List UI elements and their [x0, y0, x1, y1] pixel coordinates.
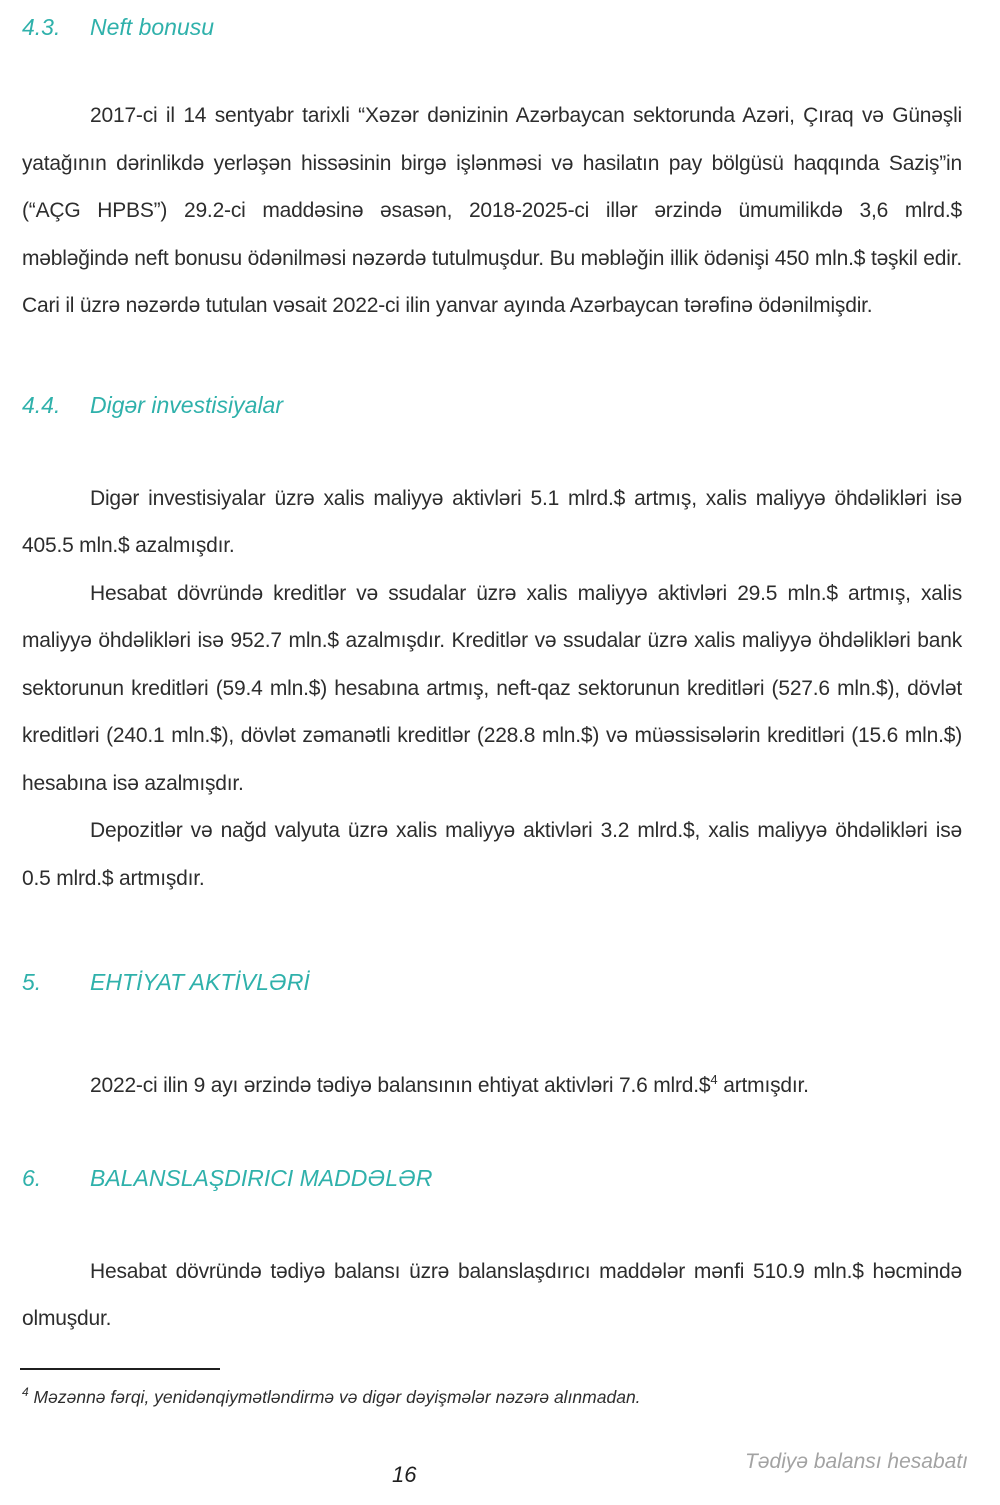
footnote-separator — [20, 1368, 220, 1370]
paragraph-neft-bonusu: 2017-ci il 14 sentyabr tarixli “Xəzər dənizinin Azərbaycan sektorunda Azəri, Çıraq və Günəşli yatağının dərinlikdə yerləşən hissəsinin birgə işlənməsi və hasilatın pay bölgüsü haqqında Saziş”in (“AÇG HPBS”) 29.2-ci maddəsinə əsasən, 2018-2025-ci illər ərzində ümumilikdə 3,6 mlrd.$ məbləğində neft bonusu ödənilməsi nəzərdə tutulmuşdur. Bu məbləğin illik ödənişi 450 mln.$ təşkil edir. Cari il üzrə nəzərdə tutulan vəsait 2022-ci ilin yanvar ayında Azərbaycan tərəfinə ödənilmişdir. — [22, 104, 962, 317]
paragraph-text-pre: 2022-ci ilin 9 ayı ərzində tədiyə balansının ehtiyat aktivləri 7.6 mlrd.$ — [90, 1074, 711, 1097]
footnote-marker: 4 — [22, 1384, 29, 1399]
footnote-reference: 4 — [710, 1072, 718, 1087]
section-heading-4-3 — [22, 12, 962, 42]
paragraph-diger-investisiyalar-3: Depozitlər və nağd valyuta üzrə xalis maliyyə aktivləri 3.2 mlrd.$, xalis maliyyə öhdəlikləri isə 0.5 mlrd.$ artmışdır. — [22, 819, 962, 890]
footer-report-title: Tədiyə balansı hesabatı — [745, 1450, 968, 1473]
section-number: 5. — [22, 969, 42, 995]
footnote-text: Məzənnə fərqi, yenidənqiymətləndirmə və digər dəyişmələr nəzərə alınmadan. — [28, 1386, 641, 1407]
section-title: EHTİYAT AKTİVLƏRİ — [90, 969, 310, 995]
paragraph-diger-investisiyalar-2: Hesabat dövründə kreditlər və ssudalar üzrə xalis maliyyə aktivləri 29.5 mln.$ artmış, xalis maliyyə öhdəlikləri isə 952.7 mln.$ azalmışdır. Kreditlər və ssudalar üzrə xalis maliyyə öhdəlikləri bank sektorunun kreditləri (59.4 mln.$) hesabına artmış, neft-qaz sektorunun kreditləri (527.6 mln.$), dövlət kreditləri (240.1 mln.$), dövlət zəmanətli kreditlər (228.8 mln.$) və müəssisələrin kreditləri (15.6 mln.$) hesabına isə azalmışdır. — [22, 581, 962, 795]
section-heading-5 — [22, 967, 962, 997]
paragraph-balanslasdirici: Hesabat dövründə tədiyə balansı üzrə balanslaşdırıcı maddələr mənfi 510.9 mln.$ həcmində olmuşdur. — [22, 1259, 962, 1330]
section-heading-6 — [22, 1163, 962, 1193]
footnote — [22, 1379, 962, 1410]
section-title: BALANSLAŞDIRICI MADDƏLƏR — [90, 1164, 433, 1191]
section-title: Neft bonusu — [90, 14, 215, 40]
paragraph-text-post: artmışdır. — [717, 1074, 809, 1097]
page-number: 16 — [392, 1462, 417, 1487]
section-title: Digər investisiyalar — [90, 391, 284, 418]
paragraph-ehtiyat-aktivleri — [22, 1062, 962, 1110]
section-number: 4.3. — [22, 14, 61, 40]
section-number: 4.4. — [22, 391, 61, 418]
section-heading-4-4 — [22, 390, 962, 420]
paragraph-diger-investisiyalar-1: Digər investisiyalar üzrə xalis maliyyə aktivləri 5.1 mlrd.$ artmış, xalis maliyyə öhdəlikləri isə 405.5 mln.$ azalmışdır. — [22, 486, 962, 557]
section-number: 6. — [22, 1164, 42, 1191]
